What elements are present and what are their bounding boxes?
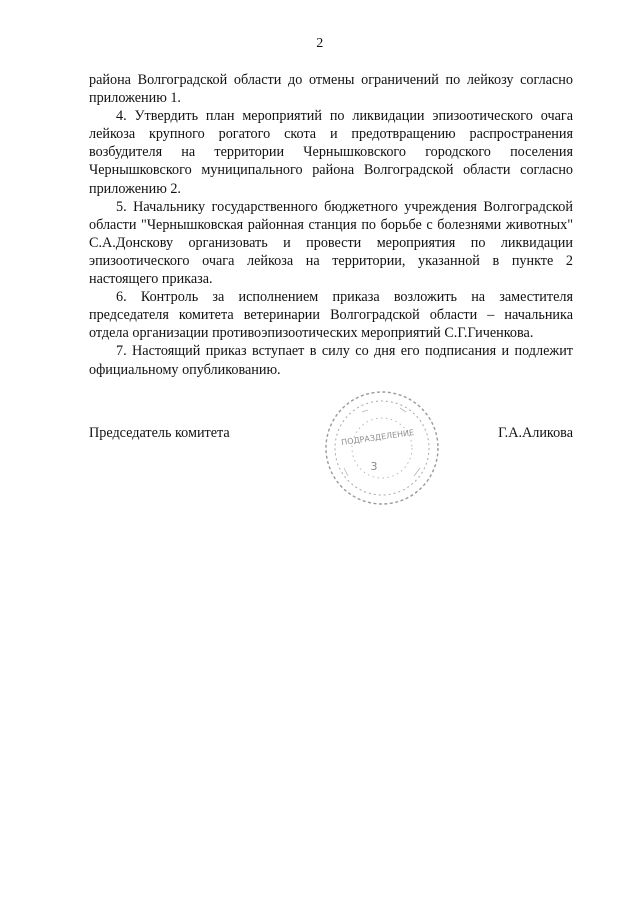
stamp-graphic [322, 388, 442, 508]
paragraph-continuation: района Волгоградской области до отмены ограничений по лейкозу согласно приложению 1. [89, 72, 573, 107]
document-body [89, 71, 573, 379]
paragraph-item-4: 4. Утвердить план мероприятий по ликвидации эпизоотического очага лейкоза крупного рогатого скота и предотвращению распространения возбудителя на территории Чернышковского городского поселения Чернышковского муниципального района Волгоградской области согласно приложению 2. [89, 108, 573, 197]
stamp-center-number: 3 [370, 460, 378, 473]
stamp-text: ПОДРАЗДЕЛЕНИЕ [340, 427, 415, 448]
paragraph-item-5: 5. Начальнику государственного бюджетного учреждения Волгоградской области "Чернышковская районная станция по борьбе с болезнями животных" С.А.Донскову организовать и провести мероприятия по ликвидации эпизоотического очага лейкоза на территории, указанной в пункте 2 настоящего приказа. [89, 198, 573, 288]
paragraph-item-6: 6. Контроль за исполнением приказа возложить на заместителя председателя комитета ветеринарии Волгоградской области – начальника отдела организации противоэпизоотических мероприятий С.Г.Гиченкова. [89, 289, 573, 342]
page-number: 2 [316, 36, 324, 51]
paragraph-item-7: 7. Настоящий приказ вступает в силу со дня его подписания и подлежит официальному опубликованию. [89, 343, 573, 378]
seal-stamp [322, 388, 442, 508]
signatory-name: Г.А.Аликова [498, 425, 573, 441]
signatory-title: Председатель комитета [89, 425, 230, 441]
